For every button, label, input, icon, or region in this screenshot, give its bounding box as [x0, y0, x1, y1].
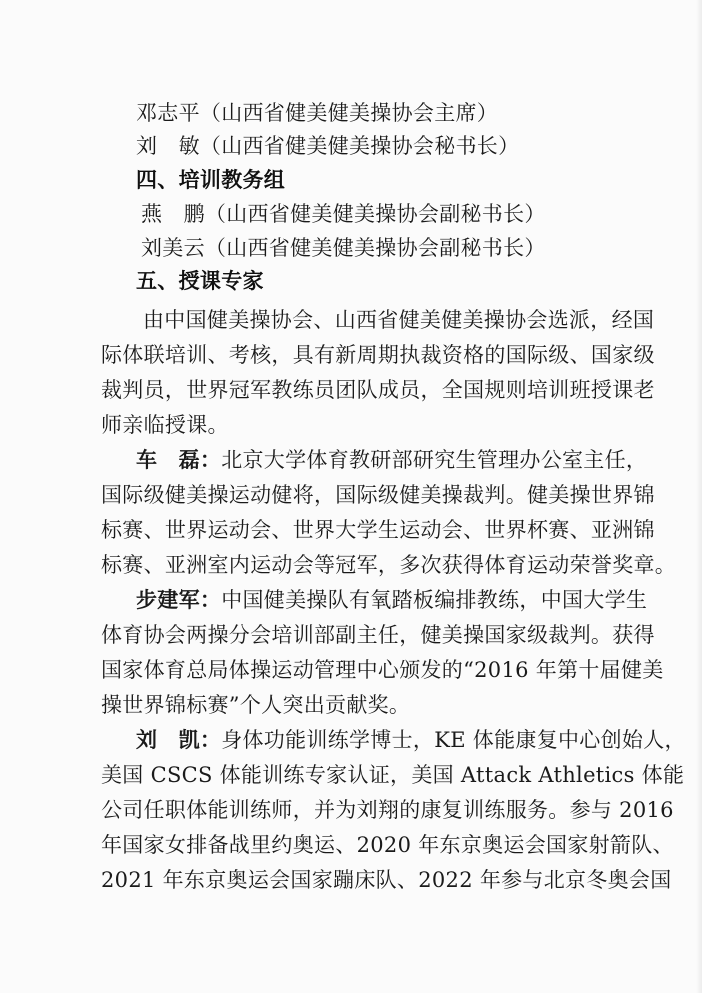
affairs-member-yan-peng: 燕 鹏（山西省健美健美操协会副秘书长）	[141, 202, 546, 226]
expert-description-line: 美国 CSCS 体能训练专家认证，美国 Attack Athletics 体能	[101, 763, 685, 787]
expert-name: 步建军：	[136, 588, 222, 612]
expert-description-line: 公司任职体能训练师，并为刘翔的康复训练服务。参与 2016	[101, 798, 674, 822]
expert-name: 刘 凯：	[136, 728, 222, 752]
affairs-member-liu-meiyun: 刘美云（山西省健美健美操协会副秘书长）	[141, 236, 546, 260]
expert-description-line: 标赛、亚洲室内运动会等冠军，多次获得体育运动荣誉奖章。	[101, 553, 677, 577]
expert-description: 中国健美操队有氧踏板编排教练，中国大学生	[221, 588, 648, 612]
intro-line: 际体联培训、考核，具有新周期执裁资格的国际级、国家级	[101, 343, 655, 367]
expert-entry-liu-kai	[136, 724, 686, 756]
expert-description-line: 操世界锦标赛”个人突出贡献奖。	[101, 693, 411, 717]
expert-description: 北京大学体育教研部研究生管理办公室主任，	[221, 448, 648, 472]
intro-line: 师亲临授课。	[101, 413, 229, 437]
page-edge-shadow	[696, 0, 702, 993]
section-heading-instructors: 五、授课专家	[136, 269, 264, 293]
expert-description-line: 体育协会两操分会培训部副主任，健美操国家级裁判。获得	[101, 623, 655, 647]
expert-description-line: 2021 年东京奥运会国家蹦床队、2022 年参与北京冬奥会国	[101, 868, 672, 892]
expert-description-line: 年国家女排备战里约奥运、2020 年东京奥运会国家射箭队、	[101, 833, 674, 857]
intro-line: 由中国健美操协会、山西省健美健美操协会选派，经国	[143, 308, 655, 332]
expert-entry-che-lei	[136, 444, 647, 476]
expert-name: 车 磊：	[136, 448, 222, 472]
expert-description-line: 国家体育总局体操运动管理中心颁发的“2016 年第十届健美	[101, 658, 664, 682]
intro-line: 裁判员，世界冠军教练员团队成员，全国规则培训班授课老	[101, 378, 655, 402]
committee-member-liu-min: 刘 敏（山西省健美健美操协会秘书长）	[136, 134, 520, 158]
expert-description: 身体功能训练学博士，KE 体能康复中心创始人，	[221, 728, 686, 752]
expert-entry-bu-jianjun	[136, 584, 647, 616]
expert-description-line: 标赛、世界运动会、世界大学生运动会、世界杯赛、亚洲锦	[101, 518, 655, 542]
expert-description-line: 国际级健美操运动健将，国际级健美操裁判。健美操世界锦	[101, 483, 655, 507]
section-heading-training-affairs: 四、培训教务组	[136, 168, 286, 192]
committee-member-deng: 邓志平（山西省健美健美操协会主席）	[136, 101, 499, 125]
